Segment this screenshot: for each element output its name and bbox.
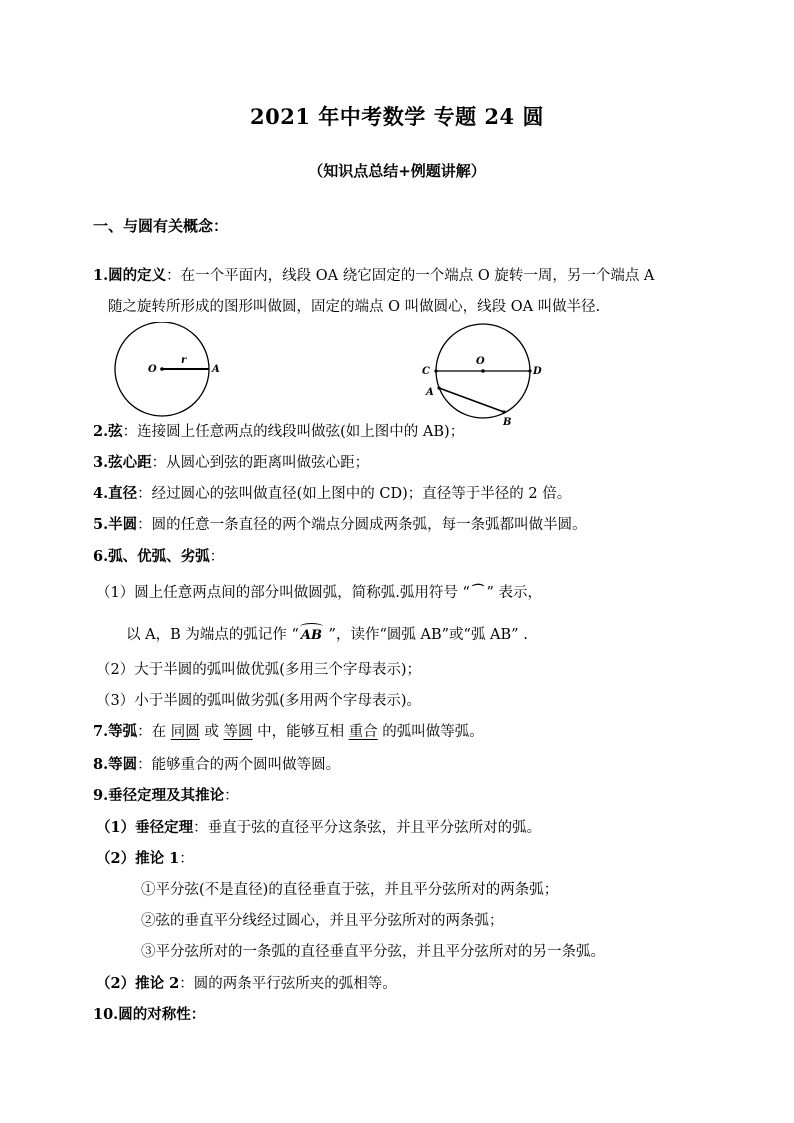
p4-text: ：经过圆心的弦叫做直径(如上图中的 CD)；直径等于半径的 2 倍。 (137, 486, 572, 502)
p9-1-text: ：垂直于弦的直径平分这条弦，并且平分弦所对的弧。 (193, 820, 542, 836)
p3-num: 3. (93, 454, 109, 471)
p9-1-num: （1） (96, 819, 136, 836)
p7-underline-3: 重合 (348, 724, 378, 740)
paragraph-9-3 (96, 974, 397, 994)
paragraph-6-1b (126, 625, 528, 646)
paragraph-9-1 (96, 818, 541, 838)
p1-term: 圆的定义 (108, 267, 167, 284)
p6-1-text-b: ” 表示， (481, 585, 543, 601)
p10-text: ： (190, 1006, 206, 1023)
point-c (434, 369, 437, 372)
p9-num: 9. (93, 787, 109, 804)
p6-text: ： (209, 549, 225, 565)
p7-text-c: 中，能够互相 (252, 724, 349, 740)
p2-term: 弦 (108, 423, 123, 440)
chord-ab (439, 388, 504, 412)
section-heading-1: 一、与圆有关概念： (93, 217, 229, 235)
paragraph-5 (93, 515, 587, 535)
paragraph-2 (93, 422, 464, 442)
document-title: 2021 年中考数学 专题 24 圆 (250, 104, 544, 129)
paragraph-9 (93, 786, 239, 806)
label-d: D (533, 366, 542, 377)
circle-figure-radius (108, 322, 228, 422)
p2-text: ：连接圆上任意两点的线段叫做弦(如上图中的 AB)； (122, 424, 465, 440)
label-r: r (181, 355, 187, 366)
p9-3-num: （2） (96, 975, 136, 992)
p9-2-text: ： (179, 851, 194, 867)
p6-1b-text-b: ”，读作“圆弧 AB”或“弧 AB” . (323, 627, 528, 643)
p1-text-a: ：在一个平面内，线段 OA 绕它固定的一个端点 O 旋转一周，另一个端点 A (166, 268, 655, 284)
p10-term: 圆的对称性 (118, 1006, 191, 1023)
label-o: O (476, 356, 485, 367)
label-b: B (503, 417, 512, 428)
p6-1b-text-a: 以 A，B 为端点的弧记作 “ (126, 627, 299, 643)
p9-text: ： (224, 788, 239, 804)
p1-num: 1. (93, 267, 109, 284)
paragraph-9-2-2: ②弦的垂直平分线经过圆心，并且平分弦所对的两条弧； (141, 913, 504, 929)
p7-underline-1: 同圆 (170, 724, 200, 740)
p2-num: 2. (93, 423, 109, 440)
p4-num: 4. (93, 485, 109, 502)
paragraph-10 (93, 1005, 205, 1025)
point-b (502, 410, 505, 413)
p7-text-b: 或 (199, 724, 224, 740)
p9-3-text: ：圆的两条平行弦所夹的弧相等。 (179, 976, 397, 992)
p9-1-term: 垂径定理 (135, 819, 194, 836)
label-a: A (212, 364, 220, 375)
paragraph-9-2-3: ③平分弦所对的一条弧的直径垂直平分弦，并且平分弦所对的另一条弧。 (141, 944, 605, 960)
paragraph-6 (93, 547, 224, 567)
label-o: O (148, 364, 157, 375)
p10-num: 10. (93, 1006, 119, 1023)
paragraph-4 (93, 484, 571, 504)
p7-term: 等弧 (108, 723, 138, 740)
label-c: C (422, 366, 430, 377)
p7-text-d: 的弧叫做等弧。 (377, 724, 484, 740)
arc-ab-notation: AB (299, 626, 324, 646)
p7-text-a: ：在 (137, 724, 171, 740)
p7-num: 7. (93, 723, 109, 740)
paragraph-6-3: （3）小于半圆的弧叫做劣弧(多用两个字母表示)。 (96, 693, 422, 709)
paragraph-3 (93, 453, 369, 473)
p6-1-text-a: （1）圆上任意两点间的部分叫做圆弧，简称弧.弧用符号 “ (96, 585, 470, 601)
paragraph-6-2: （2）大于半圆的弧叫做优弧(多用三个字母表示)； (96, 662, 422, 678)
p4-term: 直径 (108, 485, 138, 502)
paragraph-1-line-1 (93, 266, 654, 286)
point-a (437, 386, 440, 389)
p3-text: ：从圆心到弦的距离叫做弦心距； (151, 455, 370, 471)
label-a: A (426, 387, 434, 398)
p5-num: 5. (93, 516, 109, 533)
p8-term: 等圆 (108, 756, 138, 773)
circle-figure-chords (416, 322, 556, 432)
paragraph-9-2-1: ①平分弦(不是直径)的直径垂直于弦，并且平分弦所对的两条弧； (141, 882, 559, 898)
p9-2-num: （2） (96, 850, 136, 867)
paragraph-8 (93, 755, 340, 775)
center-point (481, 369, 485, 373)
paragraph-9-2 (96, 849, 194, 869)
p3-term: 弦心距 (108, 454, 152, 471)
p8-num: 8. (93, 756, 109, 773)
document-subtitle: （知识点总结+例题讲解） (308, 162, 486, 180)
point-d (528, 369, 531, 372)
p9-3-term: 推论 2 (135, 975, 180, 992)
p9-term: 垂径定理及其推论 (108, 787, 225, 804)
paragraph-6-1 (96, 583, 542, 603)
arc-symbol: ⌒ (469, 583, 482, 597)
p5-term: 半圆 (108, 516, 138, 533)
p6-num: 6. (93, 548, 109, 565)
p7-underline-2: 等圆 (223, 724, 253, 740)
paragraph-7 (93, 722, 484, 742)
p8-text: ：能够重合的两个圆叫做等圆。 (137, 757, 341, 773)
p5-text: ：圆的任意一条直径的两个端点分圆成两条弧，每一条弧都叫做半圆。 (137, 517, 587, 533)
p9-2-term: 推论 1 (135, 850, 180, 867)
center-point (160, 367, 164, 371)
paragraph-1-line-2: 随之旋转所形成的图形叫做圆，固定的端点 O 叫做圆心，线段 OA 叫做半径. (108, 299, 601, 315)
p6-term: 弧、优弧、劣弧 (108, 548, 210, 565)
